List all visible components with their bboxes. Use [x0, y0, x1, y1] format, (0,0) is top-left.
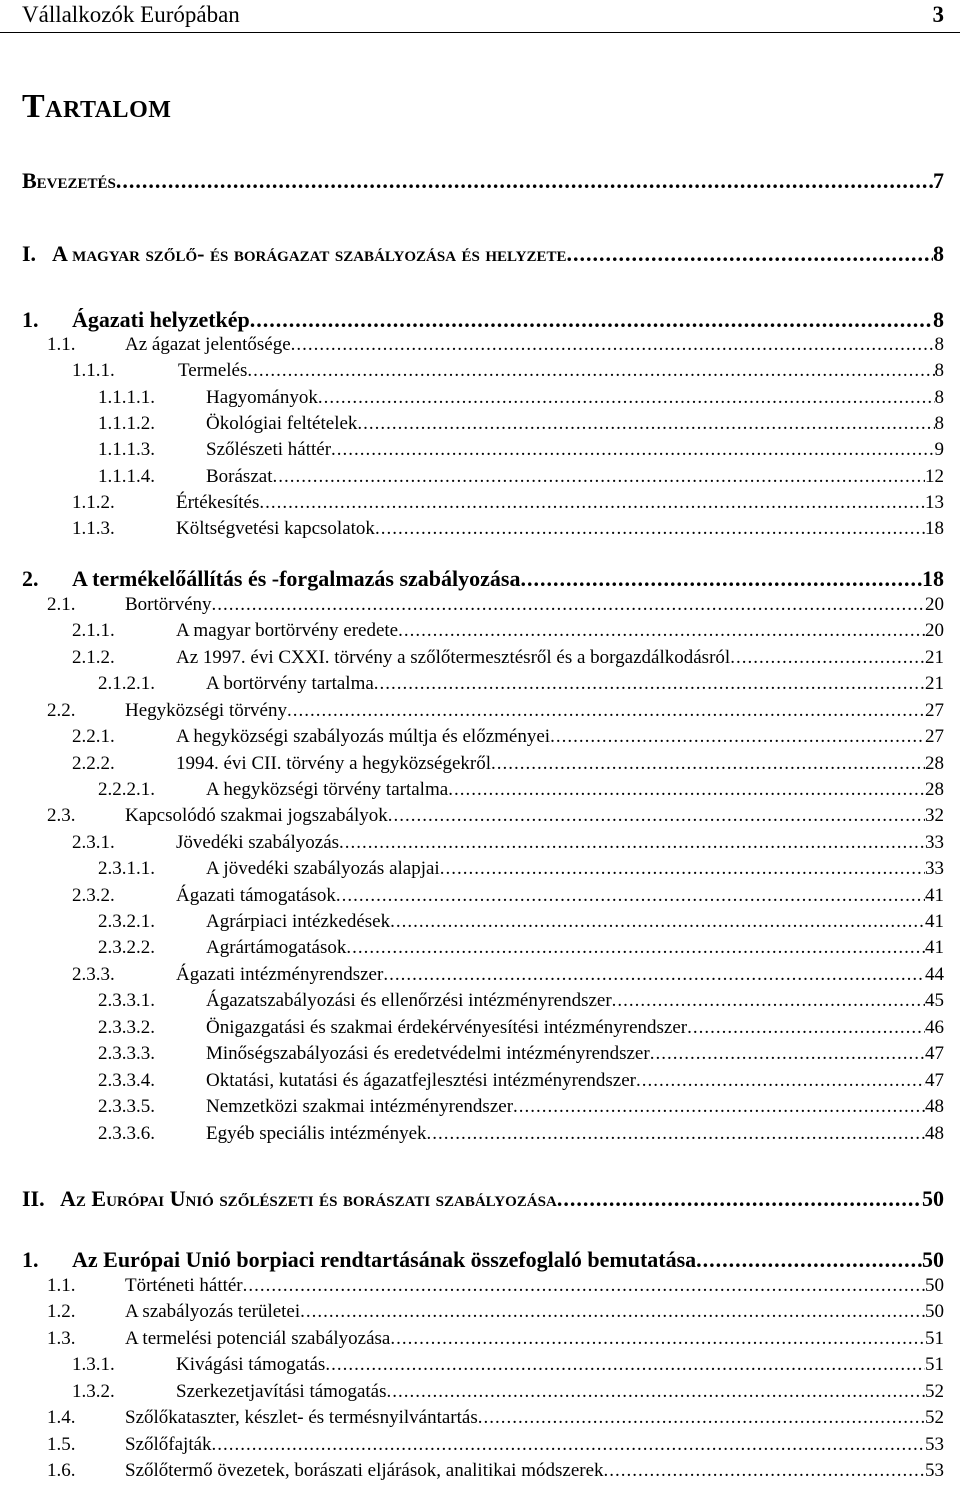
toc-entry-page: 9 — [934, 439, 944, 460]
page-number: 3 — [932, 2, 944, 27]
toc-entry-number: 1.1. — [47, 1275, 76, 1296]
toc-entry[interactable] — [47, 805, 944, 827]
toc-entry-page: 7 — [933, 168, 944, 193]
toc-dot-leader — [687, 1017, 925, 1039]
toc-entry-title: Bortörvény — [125, 594, 212, 615]
toc-dot-leader — [259, 492, 925, 514]
toc-entry[interactable] — [22, 241, 944, 267]
toc-entry-page: 45 — [925, 990, 944, 1011]
toc-dot-leader — [291, 334, 935, 356]
toc-entry-title: Az Európai Unió borpiaci rendtartásának összefoglaló bemutatása — [72, 1247, 697, 1272]
toc-entry-page: 46 — [925, 1017, 944, 1038]
toc-entry-page: 50 — [922, 1247, 944, 1272]
toc-entry[interactable] — [98, 911, 944, 933]
toc-entry-number: 1.3.2. — [72, 1381, 115, 1402]
toc-entry-page: 53 — [925, 1460, 944, 1481]
toc-entry-number: 2.1.2. — [72, 647, 115, 668]
toc-entry-number: 2.3. — [47, 805, 76, 826]
toc-entry-title: Egyéb speciális intézmények — [206, 1123, 427, 1144]
toc-entry[interactable] — [98, 1096, 944, 1118]
toc-dot-leader — [212, 594, 925, 616]
toc-entry-title: Bevezetés — [22, 168, 116, 193]
toc-entry[interactable] — [72, 964, 944, 986]
toc-entry-page: 48 — [925, 1096, 944, 1117]
toc-entry-number: 1.1.1.3. — [98, 439, 155, 460]
toc-entry-page: 53 — [925, 1434, 944, 1455]
toc-entry-page: 20 — [925, 620, 944, 641]
toc-entry-title: A hegyközségi törvény tartalma — [206, 779, 449, 800]
toc-dot-leader — [491, 753, 925, 775]
toc-dot-leader — [357, 413, 934, 435]
toc-entry-page: 51 — [925, 1354, 944, 1375]
toc-entry-number: 2.3.3.5. — [98, 1096, 155, 1117]
toc-entry-title: Szőlőkataszter, készlet- és termésnyilvántartás — [125, 1407, 478, 1428]
toc-entry-number: 1.1.1.2. — [98, 413, 155, 434]
toc-entry-page: 44 — [925, 964, 944, 985]
toc-entry-number: 2.3.3.3. — [98, 1043, 155, 1064]
toc-entry-title: A magyar bortörvény eredete — [176, 620, 399, 641]
toc-entry[interactable] — [98, 1017, 944, 1039]
toc-entry[interactable] — [22, 1186, 944, 1212]
toc-entry[interactable] — [72, 620, 944, 642]
toc-dot-leader — [520, 566, 922, 592]
toc-entry-title: Borászat — [206, 466, 273, 487]
toc-entry[interactable] — [98, 387, 944, 409]
toc-entry-number: 1. — [22, 1247, 39, 1272]
toc-entry-title: Az Európai Unió szőlészeti és borászati szabályozása — [60, 1186, 557, 1211]
toc-entry-number: 2.1.2.1. — [98, 673, 155, 694]
toc-entry-title: Ágazati helyzetkép — [72, 307, 250, 332]
toc-entry-title: A hegyközségi szabályozás múltja és előzményei — [176, 726, 551, 747]
toc-entry-page: 33 — [925, 858, 944, 879]
toc-entry-page: 28 — [925, 779, 944, 800]
toc-entry-page: 52 — [925, 1407, 944, 1428]
toc-entry[interactable] — [72, 753, 944, 775]
toc-entry[interactable] — [47, 1434, 944, 1456]
toc-entry[interactable] — [72, 726, 944, 748]
toc-dot-leader — [375, 518, 925, 540]
toc-entry-page: 8 — [933, 307, 944, 332]
toc-dot-leader — [272, 466, 925, 488]
toc-entry-number: 1. — [22, 307, 39, 332]
toc-entry-page: 8 — [934, 334, 944, 355]
header-rule — [0, 32, 960, 33]
toc-entry-title: A bortörvény tartalma — [206, 673, 374, 694]
toc-entry-page: 50 — [922, 1186, 944, 1211]
toc-dot-leader — [550, 726, 925, 748]
toc-entry-title: Szőlészeti háttér — [206, 439, 332, 460]
toc-entry-page: 48 — [925, 1123, 944, 1144]
toc-entry[interactable] — [72, 647, 944, 669]
toc-entry[interactable] — [98, 1123, 944, 1145]
toc-entry-page: 12 — [925, 466, 944, 487]
toc-entry-title: Hagyományok — [206, 387, 318, 408]
toc-entry-title: A termékelőállítás és -forgalmazás szabályozása — [72, 566, 521, 591]
toc-entry-number: 2.3.3.6. — [98, 1123, 155, 1144]
toc-entry-number: 2.2. — [47, 700, 76, 721]
toc-entry-title: Szőlőfajták — [125, 1434, 212, 1455]
toc-dot-leader — [427, 1123, 925, 1145]
toc-dot-leader — [243, 1275, 925, 1297]
toc-entry-number: 2.3.3.4. — [98, 1070, 155, 1091]
toc-dot-leader — [390, 911, 925, 933]
toc-entry[interactable] — [47, 1275, 944, 1297]
toc-entry-number: 1.2. — [47, 1301, 76, 1322]
toc-dot-leader — [448, 779, 925, 801]
toc-entry-page: 13 — [925, 492, 944, 513]
toc-entry-page: 41 — [925, 937, 944, 958]
toc-entry-title: 1994. évi CII. törvény a hegyközségekről — [176, 753, 491, 774]
toc-entry-page: 21 — [925, 673, 944, 694]
toc-entry[interactable] — [72, 492, 944, 514]
toc-entry-title: Minőségszabályozási és eredetvédelmi intézményrendszer — [206, 1043, 650, 1064]
toc-entry-title: A termelési potenciál szabályozása — [125, 1328, 391, 1349]
toc-entry-page: 47 — [925, 1070, 944, 1091]
toc-entry-number: 1.5. — [47, 1434, 76, 1455]
toc-entry-page: 8 — [934, 387, 944, 408]
toc-entry-page: 41 — [925, 885, 944, 906]
toc-entry[interactable] — [47, 700, 944, 722]
toc-entry[interactable] — [72, 1354, 944, 1376]
toc-entry-page: 21 — [925, 647, 944, 668]
toc-entry[interactable] — [98, 990, 944, 1012]
toc-entry[interactable] — [72, 360, 944, 382]
toc-entry-number: I. — [22, 241, 37, 266]
toc-entry-page: 32 — [925, 805, 944, 826]
toc-entry[interactable] — [22, 168, 944, 194]
toc-entry-number: 1.1.3. — [72, 518, 115, 539]
toc-entry[interactable] — [72, 518, 944, 540]
toc-entry-number: 1.1.1.4. — [98, 466, 155, 487]
toc-entry[interactable] — [22, 566, 944, 592]
toc-entry-page: 33 — [925, 832, 944, 853]
toc-entry[interactable] — [22, 1247, 944, 1273]
toc-entry-page: 47 — [925, 1043, 944, 1064]
toc-dot-leader — [696, 1247, 922, 1273]
toc-dot-leader — [398, 620, 925, 642]
toc-dot-leader — [339, 832, 925, 854]
toc-entry-number: 2.2.1. — [72, 726, 115, 747]
toc-dot-leader — [336, 885, 925, 907]
page-header — [0, 0, 960, 34]
toc-entry-page: 28 — [925, 753, 944, 774]
toc-entry-number: 1.1.1.1. — [98, 387, 155, 408]
toc-dot-leader — [388, 805, 925, 827]
toc-dot-leader — [612, 990, 925, 1012]
toc-entry[interactable] — [98, 1070, 944, 1092]
toc-dot-leader — [604, 1460, 925, 1482]
toc-entry[interactable] — [72, 832, 944, 854]
toc-entry-title: Értékesítés — [176, 492, 260, 513]
toc-entry-number: 2.3.2.2. — [98, 937, 155, 958]
toc-dot-leader — [374, 673, 925, 695]
running-title: Vállalkozók Európában — [22, 2, 240, 27]
toc-entry-title: Kapcsolódó szakmai jogszabályok — [125, 805, 388, 826]
toc-entry-title: Hegyközségi törvény — [125, 700, 287, 721]
toc-dot-leader — [300, 1301, 925, 1323]
toc-entry-title: Történeti háttér — [125, 1275, 243, 1296]
toc-entry-number: 1.1. — [47, 334, 76, 355]
toc-entry[interactable] — [47, 594, 944, 616]
toc-dot-leader — [247, 360, 934, 382]
toc-dot-leader — [383, 964, 925, 986]
toc-entry-title: Termelés — [178, 360, 248, 381]
toc-entry[interactable] — [98, 858, 944, 880]
toc-entry-page: 20 — [925, 594, 944, 615]
toc-entry-number: 2.2.2.1. — [98, 779, 155, 800]
toc-entry-number: 2.1.1. — [72, 620, 115, 641]
toc-entry-title: Szőlőtermő övezetek, borászati eljárások, analitikai módszerek — [125, 1460, 604, 1481]
toc-entry-title: Ágazati intézményrendszer — [176, 964, 384, 985]
toc-dot-leader — [513, 1096, 925, 1118]
toc-entry[interactable] — [47, 1328, 944, 1350]
toc-dot-leader — [331, 439, 934, 461]
toc-dot-leader — [318, 387, 935, 409]
toc-dot-leader — [440, 858, 925, 880]
toc-entry-number: 2.3.1.1. — [98, 858, 155, 879]
toc-entry-page: 27 — [925, 700, 944, 721]
toc-entry-title: Kivágási támogatás — [176, 1354, 326, 1375]
toc-entry-page: 50 — [925, 1301, 944, 1322]
toc-dot-leader — [250, 307, 933, 333]
toc-dot-leader — [636, 1070, 925, 1092]
toc-entry[interactable] — [47, 334, 944, 356]
toc-dot-leader — [478, 1407, 925, 1429]
toc-entry-title: Önigazgatási és szakmai érdekérvényesítési intézményrendszer — [206, 1017, 688, 1038]
toc-entry-number: 2.3.1. — [72, 832, 115, 853]
toc-entry-title: A szabályozás területei — [125, 1301, 301, 1322]
toc-entry-page: 18 — [922, 566, 944, 591]
toc-dot-leader — [212, 1434, 925, 1456]
toc-entry[interactable] — [98, 673, 944, 695]
toc-entry-number: 1.4. — [47, 1407, 76, 1428]
toc-entry[interactable] — [72, 885, 944, 907]
toc-entry-title: Ágazatszabályozási és ellenőrzési intézményrendszer — [206, 990, 612, 1011]
toc-entry[interactable] — [98, 937, 944, 959]
toc-entry-page: 8 — [934, 413, 944, 434]
toc-entry-title: Oktatási, kutatási és ágazatfejlesztési intézményrendszer — [206, 1070, 636, 1091]
toc-entry-page: 8 — [934, 360, 944, 381]
toc-entry[interactable] — [47, 1460, 944, 1482]
toc-entry-number: 2.3.3.1. — [98, 990, 155, 1011]
toc-entry-title: Az ágazat jelentősége — [125, 334, 291, 355]
toc-entry-page: 51 — [925, 1328, 944, 1349]
toc-entry-title: Az 1997. évi CXXI. törvény a szőlőtermesztésről és a borgazdálkodásról — [176, 647, 731, 668]
toc-entry-number: 2.3.2. — [72, 885, 115, 906]
toc-entry-title: Agrárpiaci intézkedések — [206, 911, 391, 932]
toc-entry-title: A magyar szőlő- és borágazat szabályozása és helyzete — [52, 241, 567, 266]
page-title: Tartalom — [22, 88, 172, 125]
toc-entry-number: II. — [22, 1186, 45, 1211]
toc-entry-number: 1.3.1. — [72, 1354, 115, 1375]
toc-dot-leader — [116, 168, 933, 194]
toc-entry-number: 2.3.3.2. — [98, 1017, 155, 1038]
toc-entry-number: 1.6. — [47, 1460, 76, 1481]
toc-entry-page: 52 — [925, 1381, 944, 1402]
toc-entry-title: Szerkezetjavítási támogatás — [176, 1381, 387, 1402]
toc-entry[interactable] — [98, 439, 944, 461]
toc-entry-title: Ágazati támogatások — [176, 885, 336, 906]
toc-dot-leader — [557, 1186, 922, 1212]
toc-entry-number: 1.1.2. — [72, 492, 115, 513]
toc-entry-page: 41 — [925, 911, 944, 932]
toc-entry-number: 1.1.1. — [72, 360, 115, 381]
toc-entry-number: 2.2.2. — [72, 753, 115, 774]
toc-entry-page: 50 — [925, 1275, 944, 1296]
toc-entry[interactable] — [47, 1407, 944, 1429]
toc-entry-number: 2. — [22, 566, 39, 591]
toc-entry[interactable] — [47, 1301, 944, 1323]
toc-entry[interactable] — [98, 779, 944, 801]
toc-entry-number: 2.3.2.1. — [98, 911, 155, 932]
toc-entry-page: 27 — [925, 726, 944, 747]
toc-dot-leader — [730, 647, 925, 669]
toc-dot-leader — [387, 1381, 926, 1403]
toc-entry[interactable] — [22, 307, 944, 333]
toc-entry[interactable] — [98, 1043, 944, 1065]
toc-entry-page: 18 — [925, 518, 944, 539]
toc-entry-title: Ökológiai feltételek — [206, 413, 358, 434]
toc-entry-number: 2.3.3. — [72, 964, 115, 985]
toc-entry[interactable] — [72, 1381, 944, 1403]
toc-dot-leader — [287, 700, 925, 722]
toc-dot-leader — [567, 241, 933, 267]
toc-entry-title: Agrártámogatások — [206, 937, 347, 958]
toc-entry-title: Nemzetközi szakmai intézményrendszer — [206, 1096, 514, 1117]
toc-entry-number: 2.1. — [47, 594, 76, 615]
toc-dot-leader — [390, 1328, 925, 1350]
toc-entry-title: Jövedéki szabályozás — [176, 832, 340, 853]
toc-dot-leader — [346, 937, 925, 959]
toc-entry-number: 1.3. — [47, 1328, 76, 1349]
toc-entry[interactable] — [98, 413, 944, 435]
toc-entry-title: Költségvetési kapcsolatok — [176, 518, 375, 539]
toc-entry-page: 8 — [933, 241, 944, 266]
toc-dot-leader — [325, 1354, 925, 1376]
toc-dot-leader — [650, 1043, 925, 1065]
toc-entry-title: A jövedéki szabályozás alapjai — [206, 858, 440, 879]
toc-entry[interactable] — [98, 466, 944, 488]
